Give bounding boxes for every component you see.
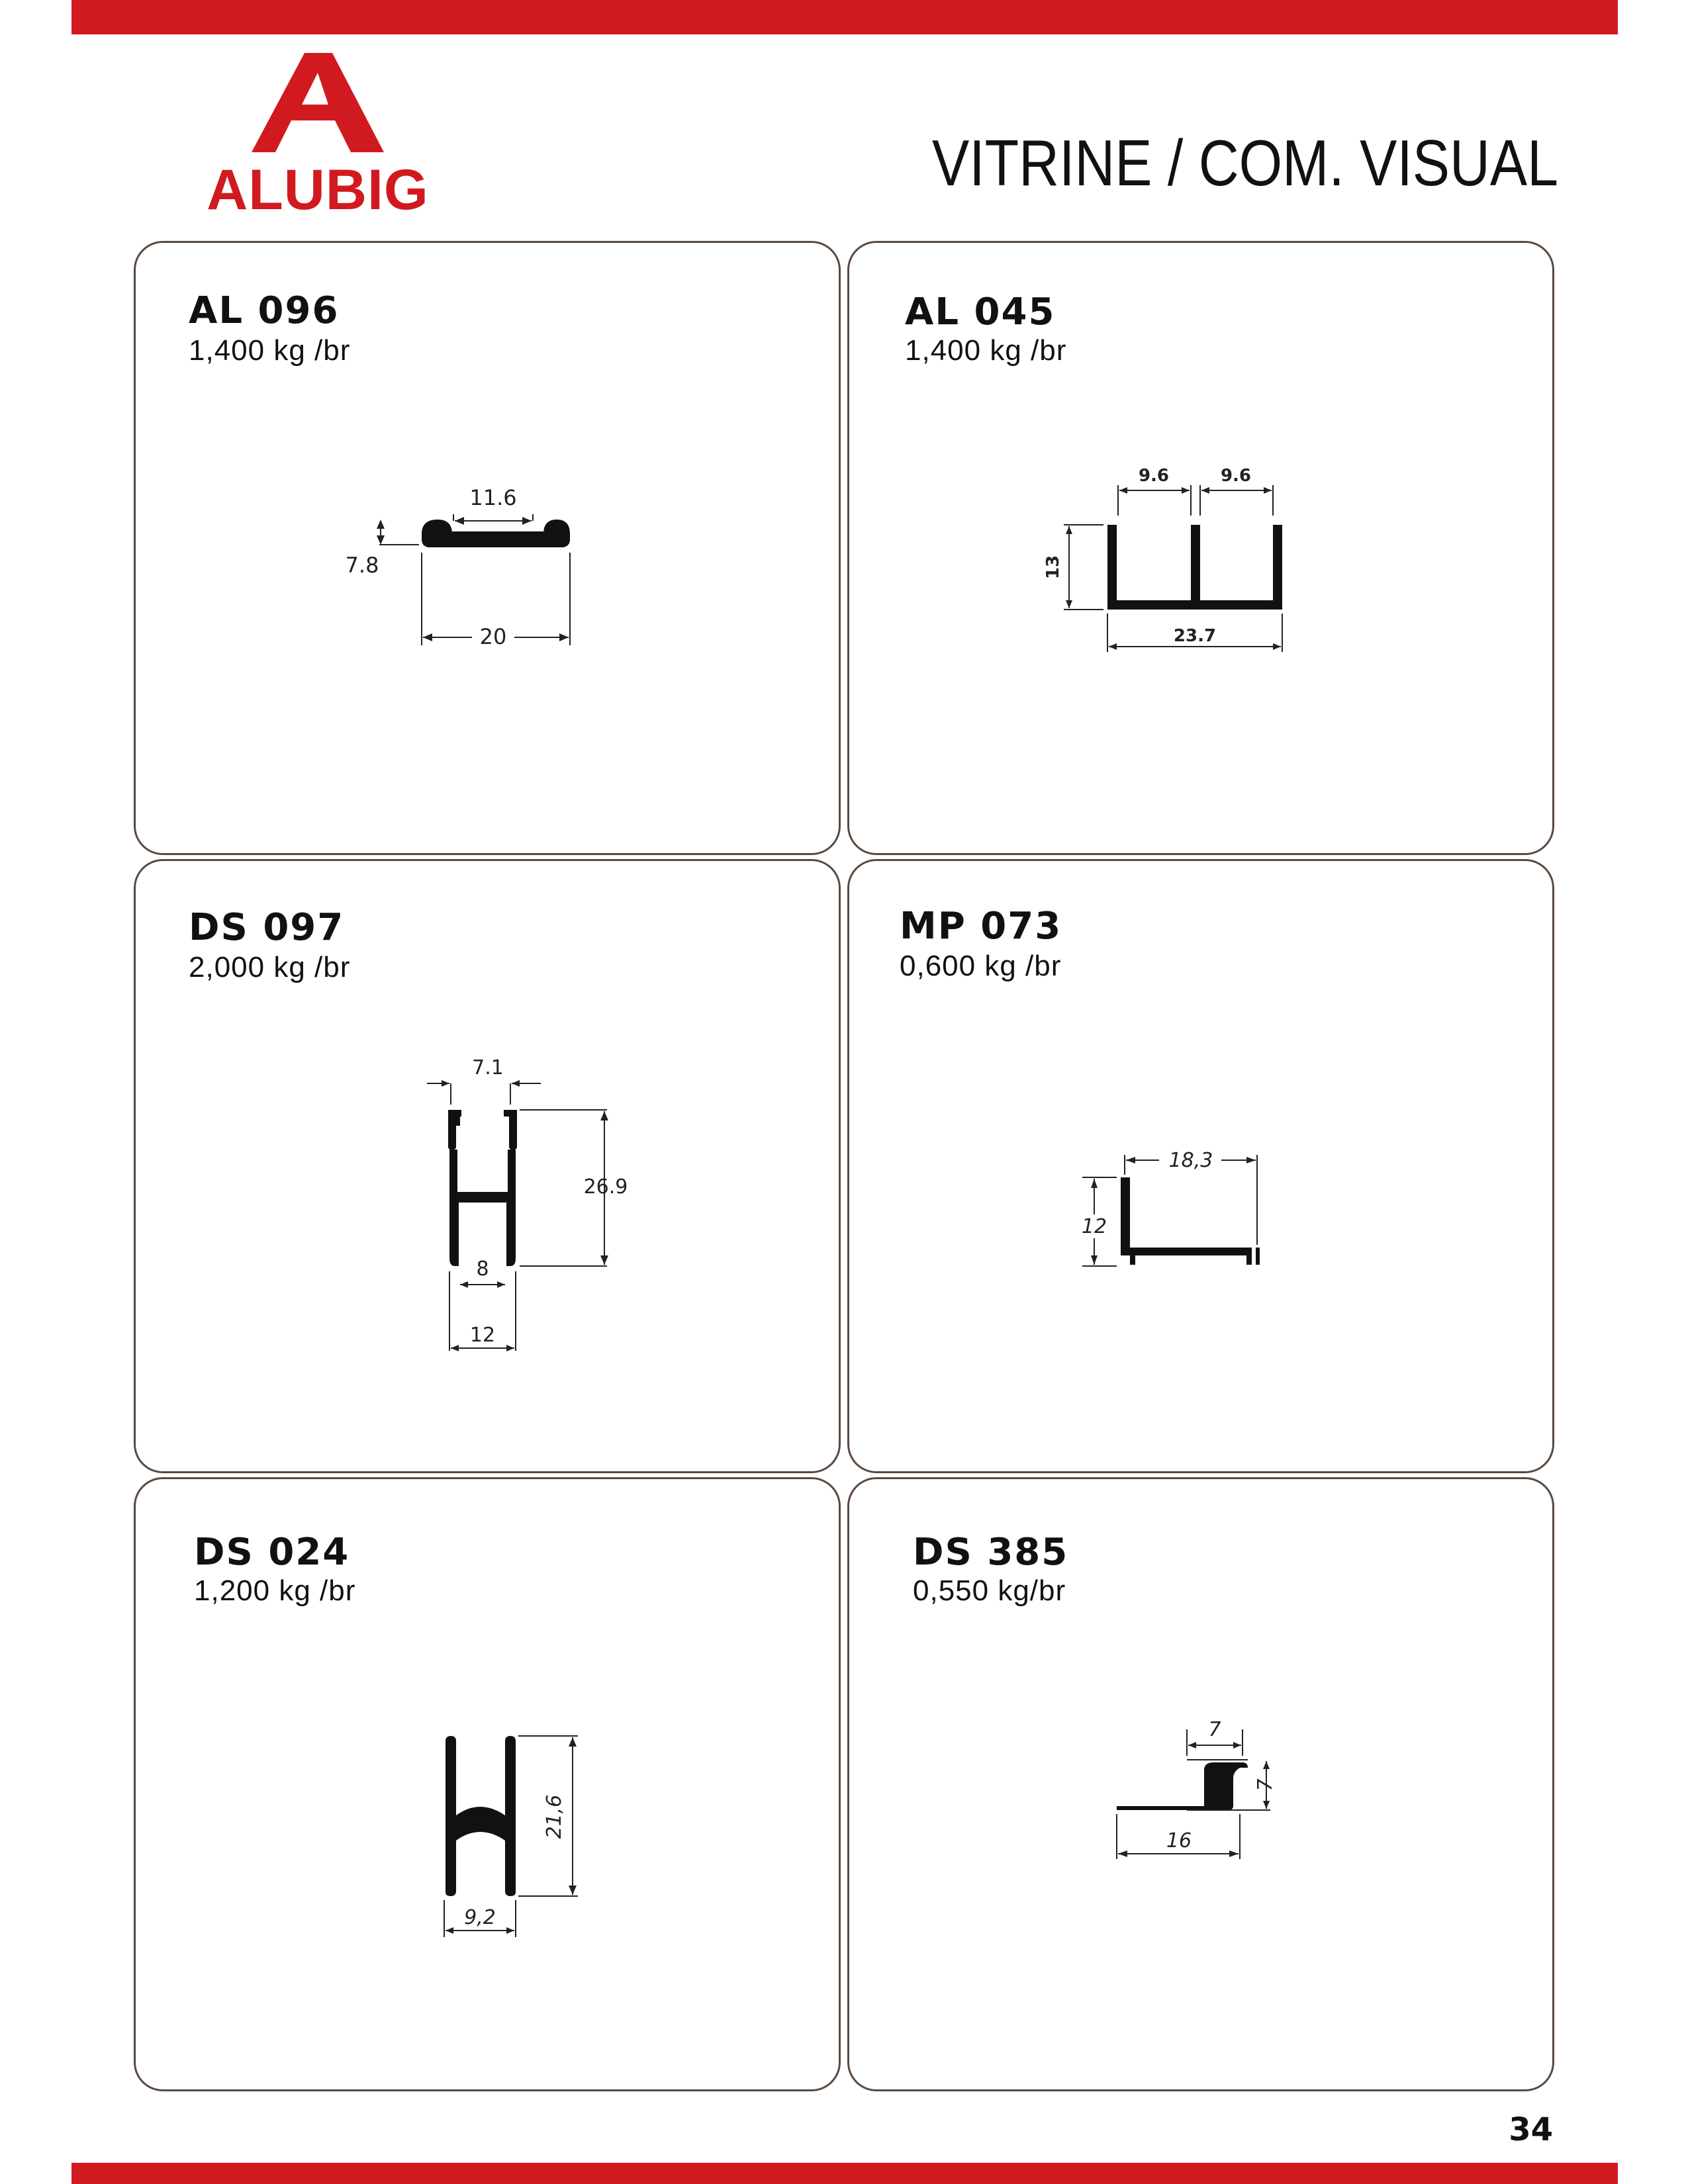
profile-weight: 0,600 kg /br [900,950,1062,982]
dim-label: 9,2 [464,1906,496,1929]
profile-code: DS 024 [194,1531,350,1574]
dim-label: 9.6 [1138,466,1170,486]
profile-code: AL 096 [189,289,340,332]
profile-card-al096 [134,241,841,855]
page-number: 34 [1509,2111,1553,2148]
profile-card-ds024 [134,1477,841,2091]
dim-label: 23.7 [1173,626,1217,646]
profile-card-ds385 [847,1477,1554,2091]
profile-drawing-mp073 [849,861,1556,1475]
dim-label: 18,3 [1168,1149,1213,1172]
dim-label: 26.9 [583,1175,628,1199]
profile-weight: 2,000 kg /br [189,951,351,983]
dim-label: 20 [479,624,507,649]
profile-code: AL 045 [905,291,1056,334]
top-red-bar [71,0,1618,34]
dim-label: 7 [1208,1718,1221,1741]
alubig-logo [199,53,437,222]
page-title: VITRINE / COM. VISUAL [932,126,1558,199]
profile-drawing-al096 [136,243,843,857]
profile-drawing-ds097 [136,861,843,1475]
dim-label: 21,6 [543,1794,566,1839]
brand-name: ALUBIG [207,158,429,222]
dim-label: 11.6 [469,485,517,510]
dim-label: 13 [1043,555,1063,580]
profile-card-al045 [847,241,1554,855]
profile-drawing-ds385 [849,1479,1556,2093]
profile-weight: 1,400 kg /br [905,334,1067,367]
dim-label: 12 [1081,1215,1107,1238]
profile-code: DS 385 [913,1531,1069,1574]
dim-label: 7 [1254,1778,1277,1792]
profile-weight: 1,200 kg /br [194,1574,356,1607]
profile-card-mp073 [847,859,1554,1473]
profile-code: MP 073 [900,905,1062,948]
bottom-red-bar [71,2163,1618,2184]
dim-label: 12 [469,1324,496,1347]
dim-label: 8 [476,1257,489,1281]
dim-label: 7.8 [345,553,379,578]
logo-a-icon [252,53,384,159]
dim-label: 16 [1166,1829,1192,1852]
profile-weight: 0,550 kg/br [913,1574,1066,1607]
dim-label: 7.1 [472,1056,504,1079]
profile-card-ds097 [134,859,841,1473]
profile-drawing-ds024 [136,1479,843,2093]
profile-drawing-al045 [849,243,1556,857]
profile-code: DS 097 [189,906,345,949]
dim-label: 9.6 [1220,466,1252,486]
profile-weight: 1,400 kg /br [189,334,351,367]
